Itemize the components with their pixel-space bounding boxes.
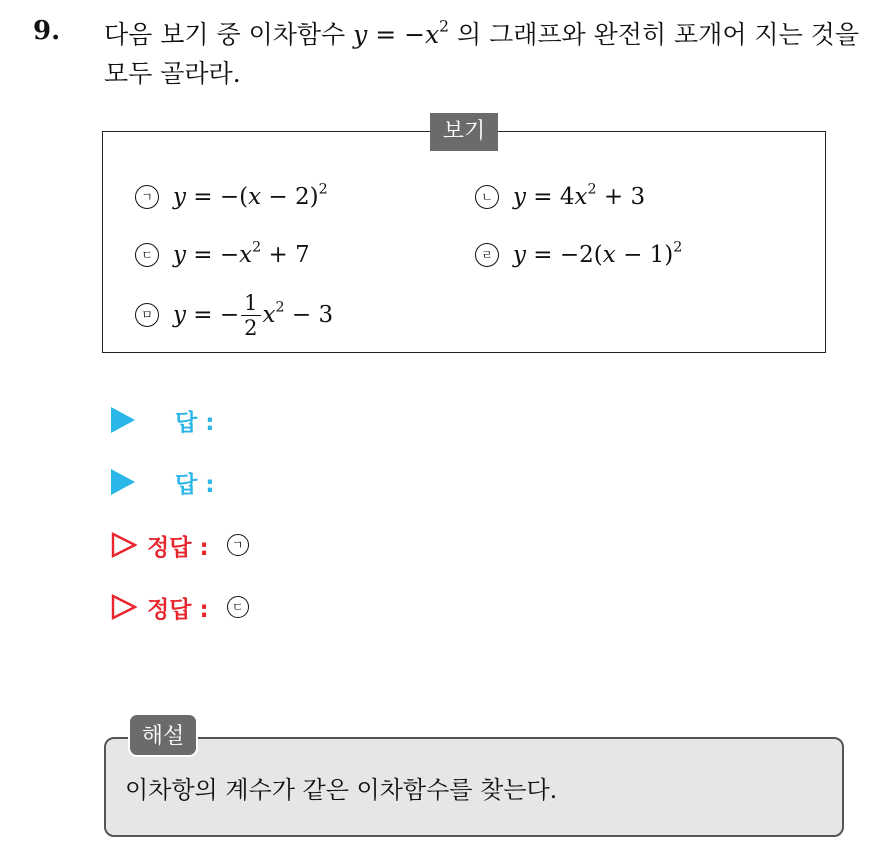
answer-label: 답 : bbox=[175, 409, 215, 436]
option-giyeok: ㄱ $y = -(x - 2)^2$ bbox=[135, 180, 328, 214]
fraction: $\frac{1}{2}$ bbox=[241, 291, 260, 340]
question-text-after: 의 그래프와 완전히 포개어 지는 것을 bbox=[449, 20, 859, 49]
option-marker: ㄹ bbox=[475, 243, 499, 267]
option-nieun: ㄴ $y = 4x^2 + 3$ bbox=[475, 180, 645, 214]
option-marker: ㅁ bbox=[135, 303, 159, 327]
answer-label: 답 : bbox=[175, 471, 215, 498]
correct-label: 정답 : bbox=[147, 534, 209, 561]
explanation-label: 해설 bbox=[128, 713, 198, 757]
correct-row-1 bbox=[111, 525, 249, 565]
option-marker: ㄱ bbox=[135, 185, 159, 209]
answer-row-2 bbox=[111, 462, 214, 502]
question-text-before: 다음 보기 중 이차함수 bbox=[104, 20, 354, 49]
correct-answer-marker: ㄷ bbox=[227, 596, 249, 618]
bogi-label: 보기 bbox=[430, 113, 498, 151]
question-text-line2: 모두 골라라. bbox=[104, 59, 241, 88]
answer-row-1 bbox=[111, 400, 214, 440]
explanation-text: 이차항의 계수가 같은 이차함수를 찾는다. bbox=[125, 776, 558, 804]
option-digeut: ㄷ $y = -x^2 + 7$ bbox=[135, 238, 310, 272]
option-marker: ㄷ bbox=[135, 243, 159, 267]
option-mieum: ㅁ y = − $\frac{1}{2}$ $x^2 - 3$ bbox=[135, 290, 333, 340]
correct-label: 정답 : bbox=[147, 596, 209, 623]
question-number: 9. bbox=[33, 16, 61, 46]
option-rieul: ㄹ $y = -2(x - 1)^2$ bbox=[475, 238, 682, 272]
outline-triangle-icon bbox=[111, 594, 137, 620]
filled-triangle-icon bbox=[111, 469, 135, 495]
question-math: $y = -x^2$ bbox=[353, 17, 450, 49]
filled-triangle-icon bbox=[111, 407, 135, 433]
correct-answer-marker: ㄱ bbox=[227, 534, 249, 556]
correct-row-2 bbox=[111, 587, 249, 627]
outline-triangle-icon bbox=[111, 532, 137, 558]
question-text bbox=[104, 15, 874, 93]
option-marker: ㄴ bbox=[475, 185, 499, 209]
